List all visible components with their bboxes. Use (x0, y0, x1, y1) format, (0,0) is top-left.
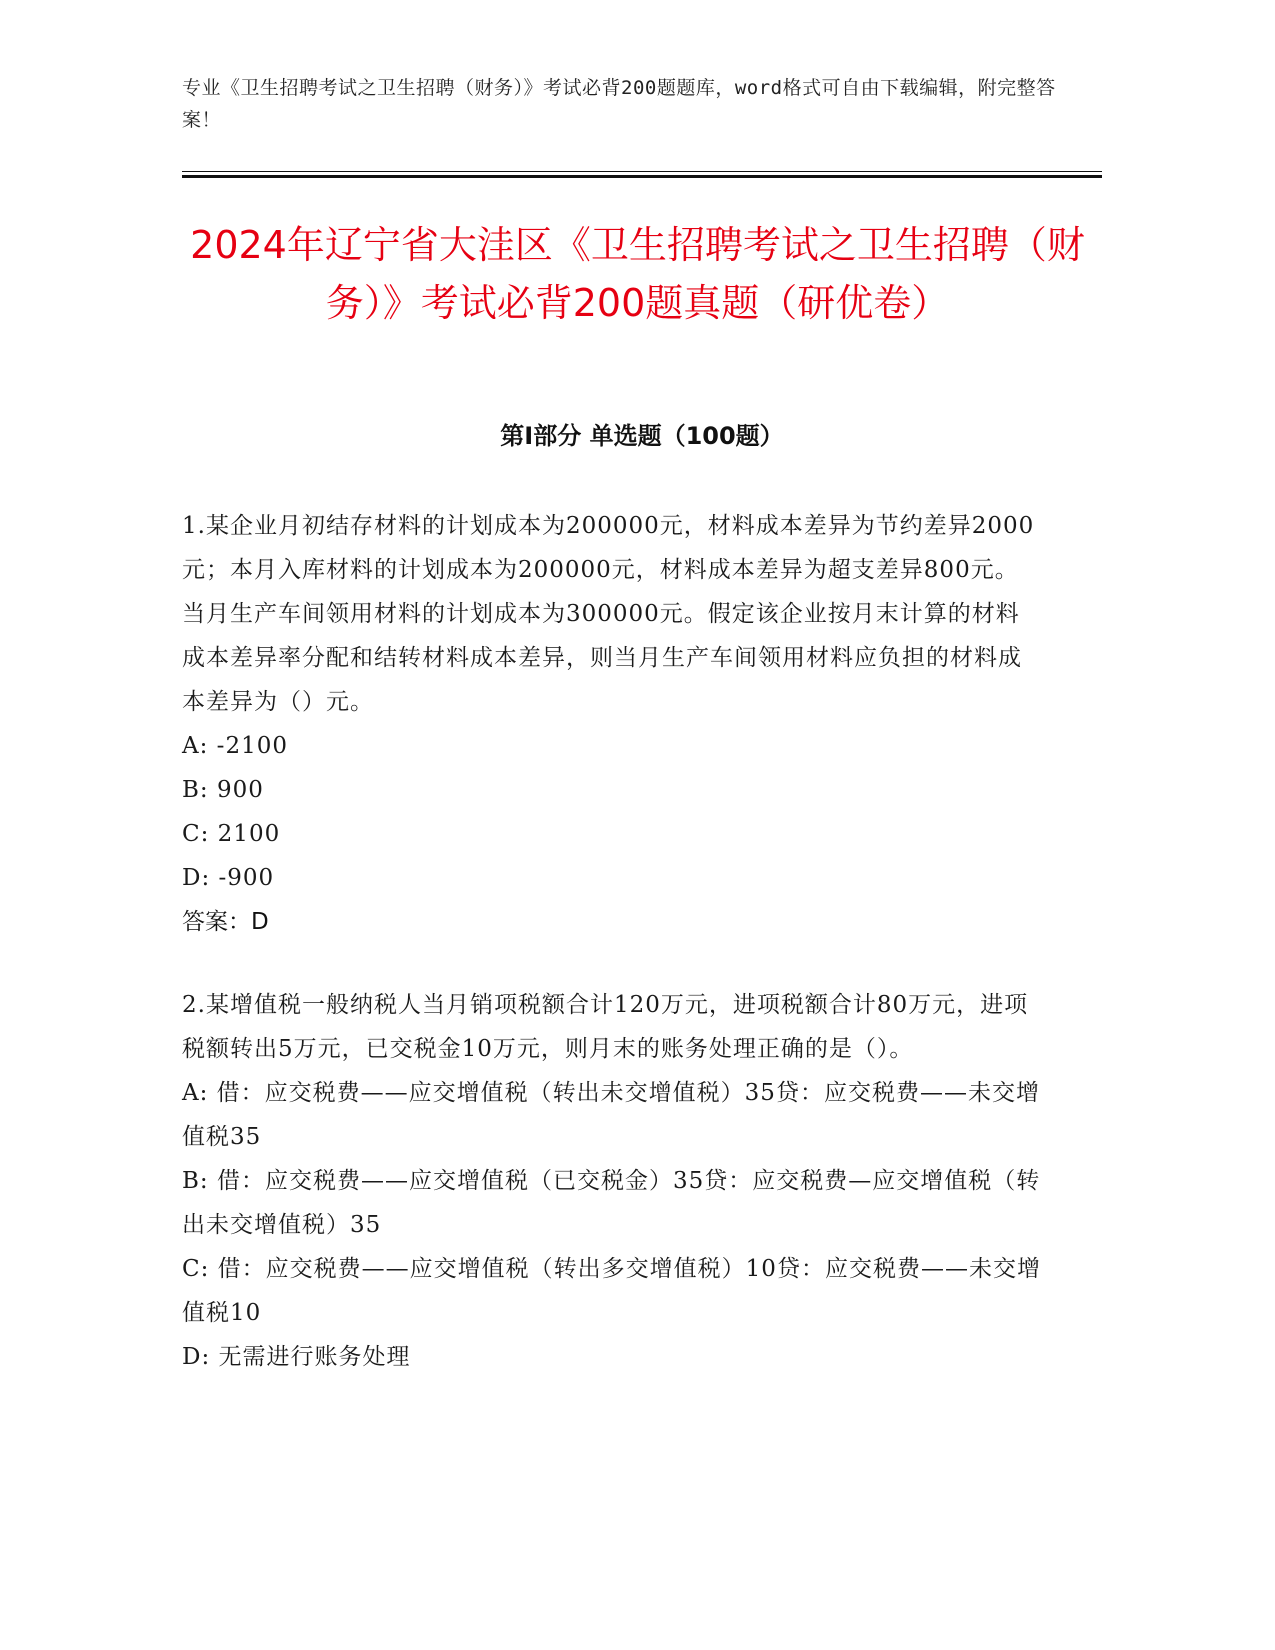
document-title: 2024年辽宁省大洼区《卫生招聘考试之卫生招聘（财务）》考试必背200题真题（研优卷） (190, 223, 1085, 325)
answer-line: 答案：D (182, 909, 269, 935)
option-d (182, 1335, 1042, 1379)
option-d (182, 856, 1042, 900)
option-letter: C: (182, 1256, 210, 1282)
option-letter: D: (182, 1344, 211, 1370)
question-text: 1.某企业月初结存材料的计划成本为200000元，材料成本差异为节约差异2000元；本月入库材料的计划成本为200000元，材料成本差异为超支差异800元。当月生产车间领用材料的计划成本为300000元。假定该企业按月末计算的材料成本差异率分配和结转材料成本差异，则当月生产车间领用材料应负担的材料成本差异为（）元。 (182, 513, 1035, 715)
question-1 (182, 504, 1042, 944)
option-letter: A: (182, 733, 209, 759)
option-value: -2100 (216, 733, 288, 759)
header-note: 专业《卫生招聘考试之卫生招聘（财务）》考试必背200题题库，word格式可自由下载编辑，附完整答案！ (182, 77, 1056, 131)
option-letter: B: (182, 1168, 209, 1194)
option-letter: B: (182, 777, 209, 803)
option-value: 借：应交税费——应交增值税（转出多交增值税）10贷：应交税费——未交增值税10 (182, 1256, 1041, 1326)
option-letter: D: (182, 865, 211, 891)
section-title: 第I部分 单选题（100题） (500, 422, 784, 450)
option-value: 无需进行账务处理 (218, 1344, 411, 1370)
option-letter: A: (182, 1080, 209, 1106)
option-value: 900 (216, 777, 264, 803)
question-text: 2.某增值税一般纳税人当月销项税额合计120万元，进项税额合计80万元，进项税额转出5万元，已交税金10万元，则月末的账务处理正确的是（）。 (182, 992, 1029, 1062)
header-divider-thin (182, 171, 1102, 172)
header-divider-thick (182, 175, 1102, 178)
option-a (182, 1071, 1042, 1159)
option-value: 借：应交税费——应交增值税（转出未交增值税）35贷：应交税费——未交增值税35 (182, 1080, 1040, 1150)
option-c (182, 812, 1042, 856)
option-value: 借：应交税费——应交增值税（已交税金）35贷：应交税费—应交增值税（转出未交增值税）35 (182, 1168, 1041, 1238)
option-c (182, 1247, 1042, 1335)
option-value: 2100 (217, 821, 281, 847)
question-2 (182, 983, 1042, 1379)
option-a (182, 724, 1042, 768)
option-value: -900 (218, 865, 275, 891)
option-letter: C: (182, 821, 210, 847)
option-b (182, 1159, 1042, 1247)
option-b (182, 768, 1042, 812)
